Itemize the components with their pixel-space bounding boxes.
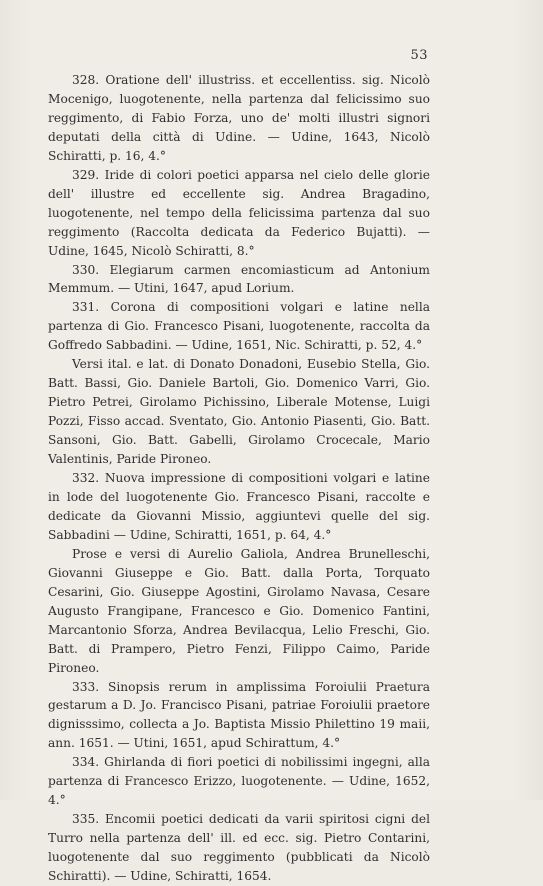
entry-331-contributors: Versi ital. e lat. di Donato Donadoni, Eusebio Stella, Gio. Batt. Bassi, Gio. Daniele Bartoli, Gio. Domenico Varri, Gio. Pietro Petrei, Girolamo Pichissino, Liberale Motense, Luigi Pozzi, Fisso accad. Sventato, Gio. Antonio Piasenti, Gio. Batt. Sansoni, Gio. Batt. Gabelli, Girolamo Crocecale, Mario Valentinis, Paride Pironeo.: [48, 357, 430, 467]
entry-328: 328. Oratione dell' illustriss. et eccellentiss. sig. Nicolò Mocenigo, luogotenente, nella partenza dal felicissimo suo reggimento, di Fabio Forza, uno de' molti illustri signori deputati della città di Udine. — Udine, 1643, Nicolò Schiratti, p. 16, 4.°: [48, 73, 430, 163]
entry-333: 333. Sinopsis rerum in amplissima Foroiulii Praetura gestarum a D. Jo. Francisco Pisani, patriae Foroiulii praetore dignisssimo, collecta a Jo. Baptista Missio Philettino 19 maii, ann. 1651. — Utini, 1651, apud Schirattum, 4.°: [48, 679, 430, 751]
page-number: 53: [410, 48, 428, 63]
entry-332: 332. Nuova impressione di compositioni volgari e latine in lode del luogotenente Gio. Francesco Pisani, raccolte e dedicate da Giovanni Missio, aggiuntevi quelle del sig. Sabbadini — Udine, Schiratti, 1651, p. 64, 4.°: [48, 471, 430, 542]
entry-332-contributors: Prose e versi di Aurelio Galiola, Andrea Brunelleschi, Giovanni Giuseppe e Gio. Batt. dalla Porta, Torquato Cesarini, Gio. Giuseppe Agostini, Girolamo Navasa, Cesare Augusto Frangipane, Francesco e Gio. Domenico Fantini, Marcantonio Sforza, Andrea Bevilacqua, Lelio Freschi, Gio. Batt. di Prampero, Pietro Fenzi, Filippo Caimo, Paride Pironeo.: [48, 546, 430, 675]
entry-329: 329. Iride di colori poetici apparsa nel cielo delle glorie dell' illustre ed eccellente sig. Andrea Bragadino, luogotenente, nel tempo della felicissima partenza dal suo reggimento (Raccolta dedicata da Federico Bujatti). — Udine, 1645, Nicolò Schiratti, 8.°: [48, 167, 430, 258]
entry-330: 330. Elegiarum carmen encomiasticum ad Antonium Memmum. — Utini, 1647, apud Lorium.: [48, 262, 430, 296]
entry-331: 331. Corona di compositioni volgari e latine nella partenza di Gio. Francesco Pisani, luogotenente, raccolta da Goffredo Sabbadini. — Udine, 1651, Nic. Schiratti, p. 52, 4.°: [48, 300, 430, 353]
entry-334: 334. Ghirlanda di fiori poetici di nobilissimi ingegni, alla partenza di Francesco Erizzo, luogotenente. — Udine, 1652, 4.°: [48, 755, 430, 808]
entry-335: 335. Encomii poetici dedicati da varii spiritosi cigni del Turro nella partenza dell' ill. ed ecc. sig. Pietro Contarini, luogotenente dal suo reggimento (pubblicati da Nicolò Schiratti). — Udine, Schiratti, 1654.: [48, 812, 430, 884]
bibliography-text: [48, 71, 430, 886]
